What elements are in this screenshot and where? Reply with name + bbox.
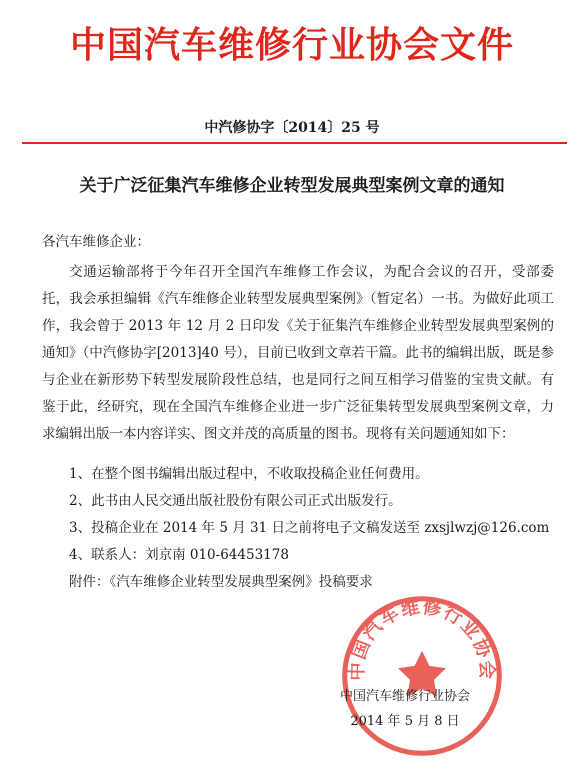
signature-date: 2014 年 5 月 8 日 [350,714,460,729]
list-item: 1、在整个图书编辑出版过程中，不收取投稿企业任何费用。 [69,466,429,482]
signature-org: 中国汽车维修行业协会 [339,689,470,704]
seal-icon [338,592,506,760]
header-org-title: 中国汽车维修行业协会文件 [69,25,514,66]
list-item: 3、投稿企业在 2014 年 5 月 31 日之前将电子文稿发送至 zxsjlwzj@126.com [69,520,550,536]
header-red-rule [22,142,567,144]
notice-items [42,461,554,596]
signature-block [290,684,520,734]
notice-title: 关于广泛征集汽车维修企业转型发展典型案例文章的通知 [79,176,505,196]
attachment-note: 附件：《汽车维修企业转型发展典型案例》投稿要求 [69,574,373,590]
list-item: 2、此书由人民交通出版社股份有限公司正式出版发行。 [69,493,402,509]
salutation: 各汽车维修企业： [42,234,150,250]
seal-text: 中国汽车维修行业协会 [346,596,498,681]
document-number: 中汽修协字〔2014〕25 号 [204,120,380,136]
official-seal [338,592,506,760]
list-item: 4、联系人：刘京南 010-64453178 [69,547,289,563]
body-paragraph: 交通运输部将于今年召开全国汽车维修工作会议，为配合会议的召开，受部委托，我会承担编辑《汽车维修企业转型发展典型案例》（暂定名）一书。为做好此项工作，我会曾于 2013 年 12 月 2 日印发《关于征集汽车维修企业转型发展典型案例的通知》（中汽修协字[2013]40 号），目前已收到文章若干篇。此书的编辑出版，既是参与企业在新形势下转型发展阶段性总结，也是同行之间互相学习借鉴的宝贵文献。有鉴于此，经研究，现在全国汽车维修企业进一步广泛征集转型发展典型案例文章，力求编辑出版一本内容详实、图文并茂的高质量的图书。现将有关问题通知如下： [42,264,554,442]
